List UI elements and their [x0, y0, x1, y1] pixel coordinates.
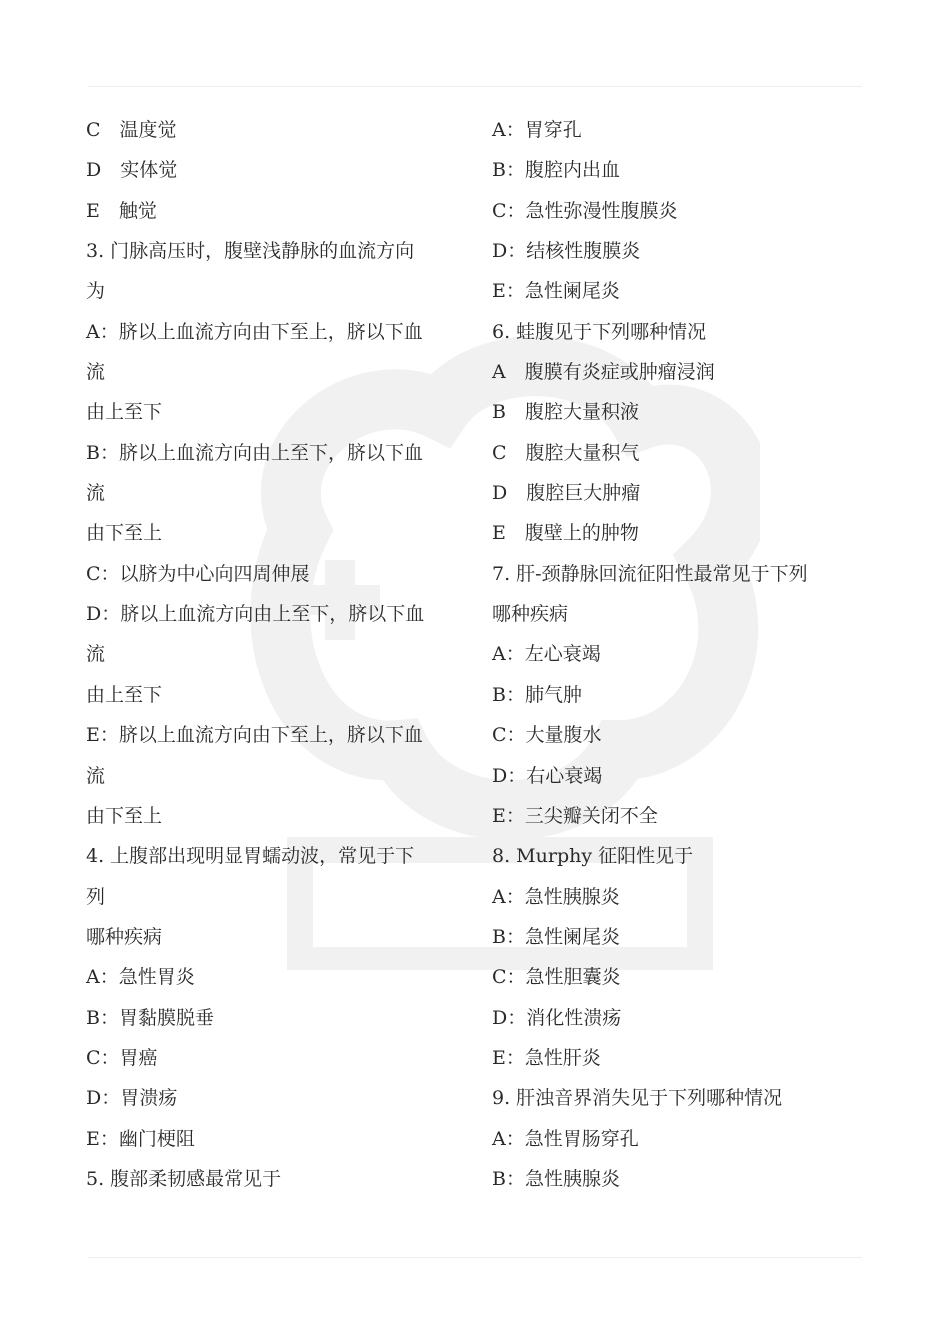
- text-line: B 腹腔大量积液: [492, 401, 639, 424]
- text-line: E：幽门梗阻: [86, 1127, 195, 1150]
- text-line: B：胃黏膜脱垂: [86, 1006, 214, 1029]
- text-line: D：胃溃疡: [86, 1087, 178, 1110]
- footer-rule: [88, 1257, 862, 1258]
- question-4: 4. 上腹部出现明显胃蠕动波，常见于下: [86, 845, 415, 868]
- text-line: 哪种疾病: [86, 925, 163, 948]
- text-line: 由下至上: [86, 522, 163, 545]
- text-line: B：急性阑尾炎: [492, 925, 620, 948]
- text-line: 由下至上: [86, 804, 163, 827]
- text-line: 流: [86, 764, 106, 787]
- text-line: E：急性肝炎: [492, 1046, 601, 1069]
- text-line: A：胃穿孔: [492, 119, 582, 141]
- text-line: B：腹腔内出血: [492, 159, 620, 182]
- text-line: E 触觉: [86, 199, 157, 222]
- question-9: 9. 肝浊音界消失见于下列哪种情况: [492, 1087, 783, 1110]
- text-line: 哪种疾病: [492, 603, 569, 626]
- question-8: 8. Murphy 征阳性见于: [492, 845, 694, 868]
- text-line: D 实体觉: [86, 159, 178, 182]
- right-column: [492, 110, 872, 1199]
- text-line: E：急性阑尾炎: [492, 280, 620, 303]
- text-line: 为: [86, 280, 106, 303]
- text-line: A：脐以上血流方向由下至上，脐以下血: [86, 320, 423, 343]
- question-3: 3. 门脉高压时，腹壁浅静脉的血流方向: [86, 240, 415, 263]
- text-line: 流: [86, 482, 106, 505]
- header-rule: [88, 86, 862, 87]
- text-line: E 腹壁上的肿物: [492, 522, 639, 545]
- text-line: 列: [86, 885, 106, 908]
- text-line: D：结核性腹膜炎: [492, 240, 641, 263]
- text-line: C：急性胆囊炎: [492, 966, 621, 989]
- text-line: C 腹腔大量积气: [492, 441, 640, 464]
- text-line: A：急性胃肠穿孔: [492, 1127, 639, 1150]
- text-line: E：脐以上血流方向由下至上，脐以下血: [86, 724, 423, 747]
- question-6: 6. 蛙腹见于下列哪种情况: [492, 320, 707, 343]
- question-5: 5. 腹部柔韧感最常见于: [86, 1167, 282, 1190]
- question-7: 7. 肝-颈静脉回流征阳性最常见于下列: [492, 562, 808, 585]
- text-line: C：以脐为中心向四周伸展: [86, 562, 310, 585]
- left-column: [86, 110, 466, 1199]
- text-line: B：急性胰腺炎: [492, 1167, 620, 1190]
- text-line: E：三尖瓣关闭不全: [492, 804, 658, 827]
- text-line: B：脐以上血流方向由上至下，脐以下血: [86, 441, 423, 464]
- text-line: C 温度觉: [86, 119, 177, 141]
- text-line: C：急性弥漫性腹膜炎: [492, 199, 678, 222]
- text-line: D：消化性溃疡: [492, 1006, 622, 1029]
- text-line: D：脐以上血流方向由上至下，脐以下血: [86, 603, 425, 626]
- text-line: D 腹腔巨大肿瘤: [492, 482, 641, 505]
- text-line: 由上至下: [86, 401, 163, 424]
- text-line: 由上至下: [86, 683, 163, 706]
- text-line: A 腹膜有炎症或肿瘤浸润: [492, 361, 715, 384]
- text-line: D：右心衰竭: [492, 764, 603, 787]
- text-line: A：急性胰腺炎: [492, 885, 620, 908]
- text-line: C：大量腹水: [492, 724, 602, 747]
- text-line: B：肺气肿: [492, 683, 582, 706]
- text-line: A：急性胃炎: [86, 966, 195, 989]
- text-line: 流: [86, 361, 106, 384]
- text-line: A：左心衰竭: [492, 643, 601, 666]
- text-line: C：胃癌: [86, 1046, 158, 1069]
- text-line: 流: [86, 643, 106, 666]
